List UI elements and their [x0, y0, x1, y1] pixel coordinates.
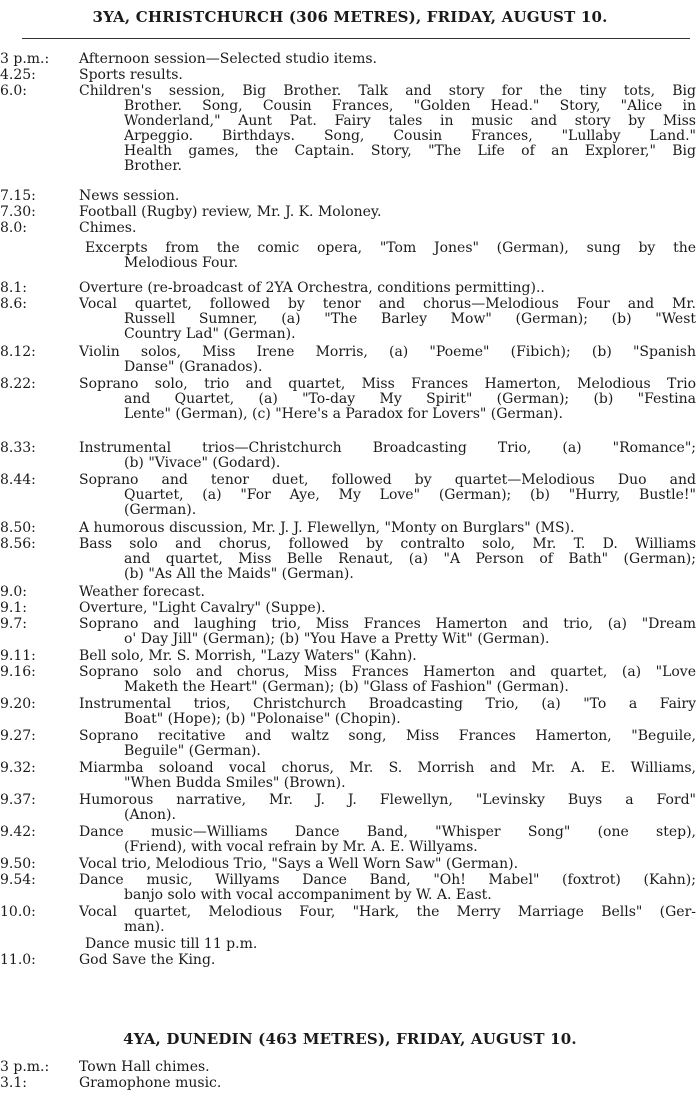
- program-text-line: Boat" (Hope); (b) "Polonaise" (Chopin).: [124, 711, 401, 727]
- program-text-line: Danse" (Granados).: [124, 359, 263, 375]
- program-text-line: o' Day Jill" (German); (b) "You Have a Pretty Wit" (German).: [124, 631, 550, 647]
- program-time: 7.30:: [0, 204, 36, 220]
- program-text-line: (b) "Vivace" (Godard).: [124, 455, 281, 471]
- heading-rule: [22, 38, 690, 39]
- program-time: 11.0:: [0, 952, 36, 968]
- program-time: 9.0:: [0, 584, 27, 600]
- program-text-line: Violin solos, Miss Irene Morris, (a) "Poeme" (Fibich); (b) "Spanish: [79, 345, 696, 360]
- program-text-line: Country Lad" (German).: [124, 326, 296, 342]
- program-time: 9.1:: [0, 600, 27, 616]
- program-text-line: Dance music, Willyams Dance Band, "Oh! Mabel" (foxtrot) (Kahn);: [79, 873, 696, 888]
- program-text-line: Football (Rugby) review, Mr. J. K. Moloney.: [79, 204, 382, 220]
- program-text-line: Children's session, Big Brother. Talk and story for the tiny tots, Big: [79, 84, 696, 99]
- program-text-line: Sports results.: [79, 67, 183, 83]
- program-time: 8.44:: [0, 472, 36, 488]
- program-text-line: Chimes.: [79, 220, 137, 236]
- program-text-line: Russell Sumner, (a) "The Barley Mow" (German); (b) "West: [124, 312, 696, 327]
- program-time: 9.27:: [0, 728, 36, 744]
- program-text-line: Dance music till 11 p.m.: [85, 936, 258, 952]
- program-time: 3 p.m.:: [0, 51, 50, 67]
- program-time: 9.7:: [0, 616, 27, 632]
- program-text-line: Instrumental trios—Christchurch Broadcasting Trio, (a) "Romance";: [79, 441, 696, 456]
- program-text-line: banjo solo with vocal accompaniment by W. A. East.: [124, 887, 492, 903]
- program-text-line: God Save the King.: [79, 952, 216, 968]
- program-text-line: (Friend), with vocal refrain by Mr. A. E. Willyams.: [124, 839, 478, 855]
- section-heading-christchurch: 3YA, CHRISTCHURCH (306 METRES), FRIDAY, AUGUST 10.: [92, 8, 608, 26]
- program-text-line: Overture, "Light Cavalry" (Suppe).: [79, 600, 326, 616]
- program-text-line: Soprano solo, trio and quartet, Miss Frances Hamerton, Melodious Trio: [79, 377, 696, 392]
- program-text-line: Soprano recitative and waltz song, Miss Frances Hamerton, "Beguile,: [79, 729, 696, 744]
- program-text-line: Overture (re-broadcast of 2YA Orchestra, conditions permitting)..: [79, 280, 545, 296]
- program-time: 7.15:: [0, 188, 36, 204]
- program-time: 3.1:: [0, 1075, 27, 1091]
- program-text-line: Miarmba soloand vocal chorus, Mr. S. Morrish and Mr. A. E. Williams,: [79, 761, 696, 776]
- program-time: 9.54:: [0, 872, 36, 888]
- program-text-line: A humorous discussion, Mr. J. J. Flewellyn, "Monty on Burglars" (MS).: [79, 520, 575, 536]
- program-text-line: Soprano solo and chorus, Miss Frances Hamerton and quartet, (a) "Love: [79, 665, 696, 680]
- program-text-line: and quartet, Miss Belle Renaut, (a) "A Person of Bath" (German);: [124, 552, 696, 567]
- program-text-line: Bell solo, Mr. S. Morrish, "Lazy Waters" (Kahn).: [79, 648, 417, 664]
- program-text-line: Excerpts from the comic opera, "Tom Jones" (German), sung by the: [85, 241, 696, 256]
- program-time: 9.42:: [0, 824, 36, 840]
- program-text-line: Weather forecast.: [79, 584, 205, 600]
- program-text-line: Dance music—Williams Dance Band, "Whisper Song" (one step),: [79, 825, 696, 840]
- program-time: 9.32:: [0, 760, 36, 776]
- program-text-line: Vocal quartet, followed by tenor and chorus—Melodious Four and Mr.: [79, 297, 696, 312]
- program-text-line: Melodious Four.: [124, 255, 239, 271]
- program-time: 6.0:: [0, 83, 27, 99]
- program-text-line: Brother. Song, Cousin Frances, "Golden Head." Story, "Alice in: [124, 99, 696, 114]
- program-text-line: Gramophone music.: [79, 1075, 222, 1091]
- program-time: 9.20:: [0, 696, 36, 712]
- program-time: 4.25:: [0, 67, 36, 83]
- program-time: 8.22:: [0, 376, 36, 392]
- program-text-line: and Quartet, (a) "To-day My Spirit" (German); (b) "Festina: [124, 392, 696, 407]
- program-text-line: (Anon).: [124, 807, 176, 823]
- program-text-line: Arpeggio. Birthdays. Song, Cousin Frances, "Lullaby Land.": [124, 129, 696, 144]
- program-text-line: Soprano and tenor duet, followed by quartet—Melodious Duo and: [79, 473, 696, 488]
- program-time: 8.1:: [0, 280, 27, 296]
- program-text-line: Vocal quartet, Melodious Four, "Hark, the Merry Marriage Bells" (Ger-: [79, 905, 696, 920]
- program-time: 8.12:: [0, 344, 36, 360]
- program-text-line: Health games, the Captain. Story, "The Life of an Explorer," Big: [124, 144, 696, 159]
- program-text-line: Afternoon session—Selected studio items.: [79, 51, 377, 67]
- program-time: 8.0:: [0, 220, 27, 236]
- program-text-line: Brother.: [124, 158, 182, 174]
- program-text-line: Maketh the Heart" (German); (b) "Glass of Fashion" (German).: [124, 679, 569, 695]
- program-time: 8.6:: [0, 296, 27, 312]
- program-text-line: (German).: [124, 502, 197, 518]
- program-text-line: Beguile" (German).: [124, 743, 261, 759]
- program-time: 8.56:: [0, 536, 36, 552]
- program-text-line: Instrumental trios, Christchurch Broadcasting Trio, (a) "To a Fairy: [79, 697, 696, 712]
- program-time: 8.50:: [0, 520, 36, 536]
- program-text-line: Town Hall chimes.: [79, 1059, 210, 1075]
- program-text-line: Vocal trio, Melodious Trio, "Says a Well Worn Saw" (German).: [79, 856, 519, 872]
- program-time: 9.11:: [0, 648, 36, 664]
- program-text-line: man).: [124, 919, 165, 935]
- program-time: 10.0:: [0, 904, 36, 920]
- program-time: 8.33:: [0, 440, 36, 456]
- program-time: 9.50:: [0, 856, 36, 872]
- program-time: 9.16:: [0, 664, 36, 680]
- program-text-line: "When Budda Smiles" (Brown).: [124, 775, 346, 791]
- program-text-line: Humorous narrative, Mr. J. J. Flewellyn, "Levinsky Buys a Ford": [79, 793, 696, 808]
- program-time: 3 p.m.:: [0, 1059, 50, 1075]
- program-text-line: Bass solo and chorus, followed by contralto solo, Mr. T. D. Williams: [79, 537, 696, 552]
- program-text-line: Quartet, (a) "For Aye, My Love" (German); (b) "Hurry, Bustle!": [124, 488, 696, 503]
- section-heading-dunedin: 4YA, DUNEDIN (463 METRES), FRIDAY, AUGUST 10.: [123, 1030, 577, 1048]
- program-text-line: News session.: [79, 188, 180, 204]
- program-text-line: Soprano and laughing trio, Miss Frances Hamerton and trio, (a) "Dream: [79, 617, 696, 632]
- program-time: 9.37:: [0, 792, 36, 808]
- program-text-line: Wonderland," Aunt Pat. Fairy tales in music and story by Miss: [124, 114, 696, 129]
- program-text-line: (b) "As All the Maids" (German).: [124, 566, 354, 582]
- program-text-line: Lente" (German), (c) "Here's a Paradox for Lovers" (German).: [124, 406, 563, 422]
